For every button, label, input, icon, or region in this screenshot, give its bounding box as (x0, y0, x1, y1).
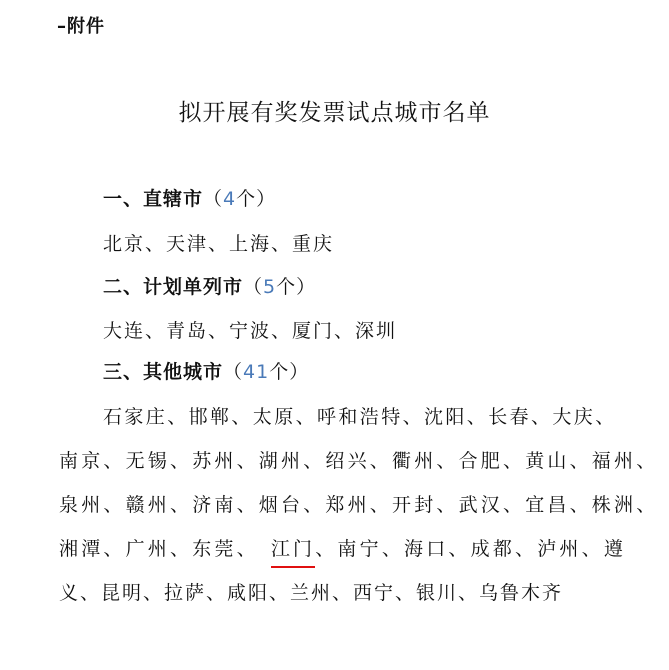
section-heading-text: 一、直辖市 (103, 188, 204, 210)
attachment-label: –附件 (57, 16, 105, 37)
section-count-number: 41 (243, 361, 270, 383)
other-cities-line: 义、昆明、拉萨、咸阳、兰州、西宁、银川、乌鲁木齐 (59, 582, 564, 604)
section-count-open: （ (223, 361, 244, 383)
section-heading-municipalities (103, 184, 276, 211)
section-count-open: （ (243, 276, 264, 298)
section-heading-other-cities (103, 357, 309, 384)
section-heading-text: 二、计划单列市 (103, 276, 244, 298)
other-cities-line: 南京、无锡、苏州、湖州、绍兴、衢州、合肥、黄山、福州、 (59, 450, 659, 472)
section-heading-separately-planned (103, 272, 316, 299)
municipality-city-list: 北京、天津、上海、重庆 (103, 233, 335, 255)
highlighted-city-jiangmen: 江门 (271, 527, 315, 571)
other-cities-line: 泉州、赣州、济南、烟台、郑州、开封、武汉、宜昌、株洲、 (59, 494, 659, 516)
other-cities-line: 石家庄、邯郸、太原、呼和浩特、沈阳、长春、大庆、 (103, 406, 617, 428)
separately-planned-city-list: 大连、青岛、宁波、厦门、深圳 (103, 320, 398, 342)
section-count-unit: 个） (236, 188, 277, 210)
section-count-number: 5 (263, 276, 277, 298)
section-count-open: （ (203, 188, 224, 210)
section-count-unit: 个） (276, 276, 317, 298)
other-cities-text: 湘潭、广州、东莞、 (59, 538, 259, 560)
other-cities-text: 、南宁、海口、成都、泸州、遵 (315, 538, 627, 560)
other-cities-line (59, 527, 649, 571)
section-count-number: 4 (223, 188, 237, 210)
section-heading-text: 三、其他城市 (103, 361, 224, 383)
other-cities-paragraph (59, 395, 659, 615)
section-count-unit: 个） (269, 361, 310, 383)
document-title: 拟开展有奖发票试点城市名单 (178, 100, 491, 126)
